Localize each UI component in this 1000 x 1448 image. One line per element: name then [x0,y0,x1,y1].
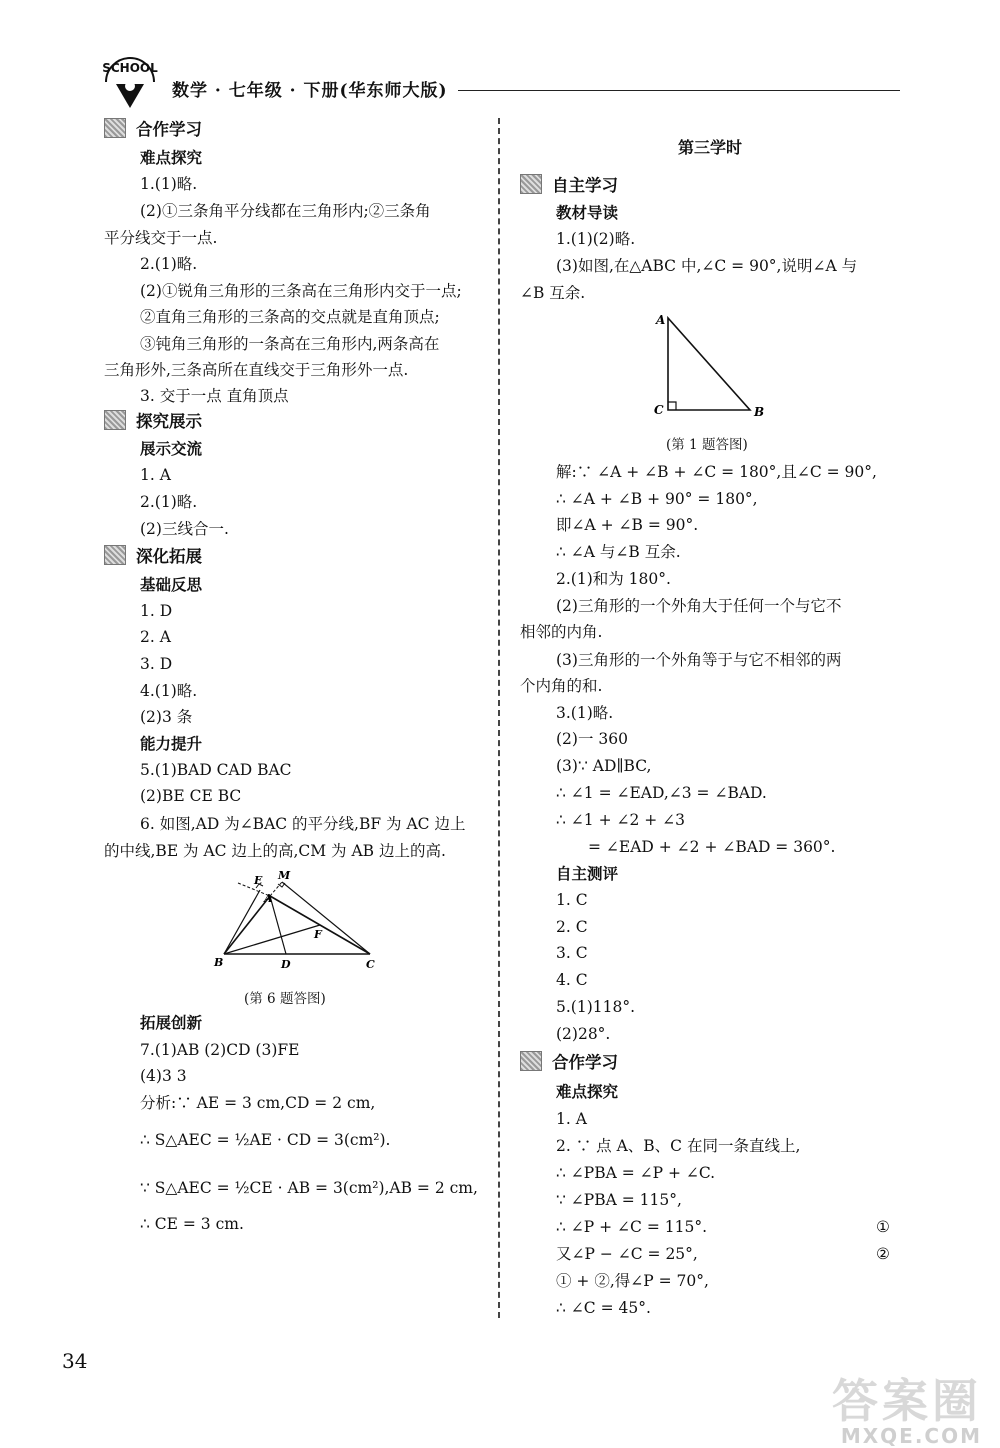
answer-line: (2)3 条 [140,708,193,726]
answer-line: ∴ ∠PBA = ∠P + ∠C. [556,1164,716,1182]
subsection-label: 基础反思 [140,575,203,594]
lesson-title: 第三学时 [678,138,743,157]
answer-line: ∵ S△AEC = ½CE · AB = 3(cm²),AB = 2 cm, [140,1179,478,1197]
answer-line: 4.(1)略. [140,682,198,700]
answer-line: 7.(1)AB (2)CD (3)FE [140,1041,300,1059]
answer-line: 4. C [556,971,588,989]
answer-line: ① [876,1218,890,1236]
section-heading-text: 合作学习 [552,1053,618,1072]
section-heading-text: 深化拓展 [136,547,202,566]
answer-line: ∴ ∠A 与∠B 互余. [556,543,681,561]
answer-line: 5.(1)BAD CAD BAC [140,761,292,779]
fig1-label-a: A [656,313,666,327]
subsection-label: 教材导读 [556,203,619,222]
answer-line: 2.(1)略. [140,255,198,273]
answer-line: (2)BE CE BC [140,787,242,805]
subsection-label: 拓展创新 [140,1013,203,1032]
fig6-label-d: D [281,958,291,971]
subsection-label: 展示交流 [140,439,203,458]
answer-line: (4)3 3 [140,1067,187,1085]
answer-line: 2.(1)和为 180°. [556,570,671,588]
answer-line: 三角形外,三条高所在直线交于三角形外一点. [104,361,409,379]
subsection-label: 能力提升 [140,734,203,753]
svg-text:SCHOOL: SCHOOL [102,61,158,75]
answer-line: 2.(1)略. [140,493,198,511]
answer-line: 1.(1)(2)略. [556,230,636,248]
answer-line: ∴ ∠1 = ∠EAD,∠3 = ∠BAD. [556,784,767,802]
answer-line: 分析:∵ AE = 3 cm,CD = 2 cm, [140,1094,376,1112]
header-rule [458,90,900,91]
answer-line: 解:∵ ∠A + ∠B + ∠C = 180°,且∠C = 90°, [556,463,877,481]
figure-1-right-triangle [650,310,780,420]
section-icon [104,118,126,138]
section-heading [104,118,202,141]
answer-line: ② [876,1245,890,1263]
watermark [832,1374,982,1448]
answer-line: ∴ ∠A + ∠B + 90° = 180°, [556,490,758,508]
answer-line: ∠B 互余. [520,284,586,302]
answer-line: 1.(1)略. [140,175,198,193]
answer-line: ③钝角三角形的一条高在三角形内,两条高在 [140,335,440,353]
answer-line: ① + ②,得∠P = 70°, [556,1272,709,1290]
answer-line: ∵ ∠PBA = 115°, [556,1191,682,1209]
subsection-label: 难点探究 [556,1082,619,1101]
answer-line: 又∠P − ∠C = 25°, [556,1245,698,1263]
answer-line: (3)三角形的一个外角等于与它不相邻的两 [556,651,842,669]
answer-line: ∴ S△AEC = ½AE · CD = 3(cm²). [140,1131,391,1149]
answer-line: ∴ CE = 3 cm. [140,1215,244,1233]
section-icon [520,174,542,194]
fig6-label-f: F [314,928,322,941]
answer-line: = ∠EAD + ∠2 + ∠BAD = 360°. [588,838,836,856]
section-icon [104,410,126,430]
section-heading [104,545,202,568]
section-heading [104,410,202,433]
answer-line: ②直角三角形的三条高的交点就是直角顶点; [140,308,440,326]
fig6-label-b: B [214,956,224,969]
answer-line: 个内角的和. [520,677,603,695]
section-icon [104,545,126,565]
answer-line: (2)三线合一. [140,520,229,538]
fig1-label-b: B [754,405,765,419]
answer-line: 5.(1)118°. [556,998,636,1016]
page-header-title: 数学 · 七年级 · 下册(华东师大版) [172,81,448,101]
answer-line: (2)一 360 [556,730,628,748]
fig6-label-m: M [278,869,291,882]
subsection-label: 难点探究 [140,148,203,167]
answer-line: ∴ ∠1 + ∠2 + ∠3 [556,811,686,829]
answer-line: 1. A [556,1110,587,1128]
fig6-label-a: A [264,892,273,905]
answer-line: 2. C [556,918,588,936]
answer-line: 1. C [556,891,588,909]
answer-line: 1. D [140,602,173,620]
answer-line: 的中线,BE 为 AC 边上的高,CM 为 AB 边上的高. [104,842,446,860]
answer-line: 1. A [140,466,171,484]
figure-6-triangle [210,868,385,976]
answer-line: 6. 如图,AD 为∠BAC 的平分线,BF 为 AC 边上 [140,815,466,833]
answer-line: 平分线交于一点. [104,229,218,247]
answer-line: 2. ∵ 点 A、B、C 在同一条直线上, [556,1137,801,1155]
answer-line: 2. A [140,628,171,646]
answer-line: (3)∵ AD∥BC, [556,757,652,775]
section-heading [520,174,618,197]
subsection-label: 自主测评 [556,864,619,883]
fig6-label-c: C [366,958,375,971]
section-icon [520,1051,542,1071]
answer-line: (2)28°. [556,1025,611,1043]
answer-line: 3.(1)略. [556,704,614,722]
answer-line: 3. 交于一点 直角顶点 [140,387,289,405]
page-number: 34 [62,1349,88,1373]
section-heading [520,1051,618,1074]
answer-line: (2)三角形的一个外角大于任何一个与它不 [556,597,842,615]
answer-line: (2)①三条角平分线都在三角形内;②三条角 [140,202,431,220]
column-divider [498,118,500,1318]
fig6-label-e: E [254,874,263,887]
answer-line: 相邻的内角. [520,623,603,641]
figure-6-caption: (第 6 题答图) [244,991,326,1007]
watermark-url: MXQE.COM [840,1424,982,1448]
answer-line: 3. D [140,655,173,673]
answer-line: (2)①锐角三角形的三条高在三角形内交于一点; [140,282,462,300]
answer-line: 3. C [556,944,588,962]
answer-line: ∴ ∠P + ∠C = 115°. [556,1218,707,1236]
section-heading-text: 自主学习 [552,176,618,195]
fig1-label-c: C [654,403,664,417]
answer-line: ∴ ∠C = 45°. [556,1299,651,1317]
school-logo [98,52,162,110]
watermark-logo-text: 答案圈 [832,1374,982,1428]
answer-line: (3)如图,在△ABC 中,∠C = 90°,说明∠A 与 [556,257,858,275]
figure-1-caption: (第 1 题答图) [666,437,748,453]
answer-line: 即∠A + ∠B = 90°. [556,516,699,534]
section-heading-text: 探究展示 [136,412,202,431]
section-heading-text: 合作学习 [136,120,202,139]
